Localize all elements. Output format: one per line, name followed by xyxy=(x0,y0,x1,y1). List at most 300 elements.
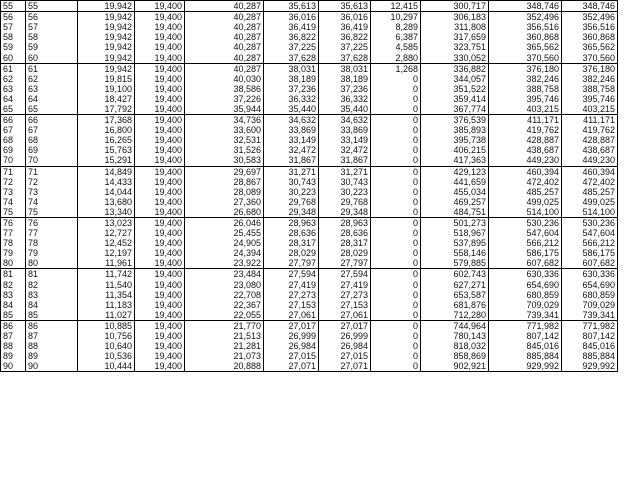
table-cell: 67 xyxy=(1,125,26,135)
table-cell: 84 xyxy=(26,300,78,310)
table-cell: 0 xyxy=(371,361,421,372)
table-cell: 428,887 xyxy=(562,135,618,145)
table-cell: 69 xyxy=(26,145,78,155)
table-row xyxy=(1,320,618,331)
table-cell: 300,717 xyxy=(421,1,489,12)
table-cell: 438,687 xyxy=(489,145,562,155)
table-cell: 68 xyxy=(1,135,26,145)
table-cell: 0 xyxy=(371,331,421,341)
table-cell: 81 xyxy=(1,269,26,280)
table-cell: 376,180 xyxy=(489,63,562,74)
table-cell: 10,444 xyxy=(78,361,135,372)
table-cell: 518,967 xyxy=(421,228,489,238)
table-cell: 84 xyxy=(1,300,26,310)
table-cell: 27,017 xyxy=(319,320,371,331)
table-cell: 37,225 xyxy=(319,42,371,52)
table-cell: 27,419 xyxy=(264,280,319,290)
table-cell: 411,171 xyxy=(489,115,562,126)
table-cell: 88 xyxy=(26,341,78,351)
table-cell: 845,016 xyxy=(489,341,562,351)
table-cell: 376,539 xyxy=(421,115,489,126)
table-cell: 30,583 xyxy=(185,155,264,166)
table-cell: 356,516 xyxy=(562,22,618,32)
table-cell: 499,025 xyxy=(562,197,618,207)
table-cell: 57 xyxy=(1,22,26,32)
table-row xyxy=(1,125,618,135)
table-cell: 29,348 xyxy=(319,207,371,218)
table-cell: 22,367 xyxy=(185,300,264,310)
table-cell: 348,746 xyxy=(562,1,618,12)
table-cell: 38,031 xyxy=(264,63,319,74)
table-cell: 40,287 xyxy=(185,1,264,12)
table-row xyxy=(1,300,618,310)
table-cell: 460,394 xyxy=(562,166,618,177)
table-cell: 19,100 xyxy=(78,84,135,94)
table-cell: 388,758 xyxy=(562,84,618,94)
table-cell: 359,414 xyxy=(421,94,489,104)
table-cell: 485,257 xyxy=(489,187,562,197)
table-cell: 35,440 xyxy=(264,104,319,115)
table-cell: 36,332 xyxy=(264,94,319,104)
table-cell: 11,961 xyxy=(78,258,135,269)
table-cell: 36,419 xyxy=(319,22,371,32)
table-row xyxy=(1,63,618,74)
table-cell: 0 xyxy=(371,145,421,155)
table-cell: 23,922 xyxy=(185,258,264,269)
table-cell: 66 xyxy=(26,115,78,126)
table-cell: 19,942 xyxy=(78,63,135,74)
table-cell: 530,236 xyxy=(562,217,618,228)
table-cell: 370,560 xyxy=(489,52,562,63)
table-cell: 19,400 xyxy=(135,320,185,331)
table-row xyxy=(1,74,618,84)
table-cell: 19,400 xyxy=(135,84,185,94)
table-cell: 0 xyxy=(371,104,421,115)
table-cell: 12,452 xyxy=(78,238,135,248)
table-cell: 499,025 xyxy=(489,197,562,207)
table-cell: 29,768 xyxy=(319,197,371,207)
table-cell: 485,257 xyxy=(562,187,618,197)
table-cell: 27,071 xyxy=(264,361,319,372)
table-cell: 57 xyxy=(26,22,78,32)
table-cell: 385,893 xyxy=(421,125,489,135)
table-cell: 19,400 xyxy=(135,166,185,177)
table-cell: 0 xyxy=(371,238,421,248)
table-cell: 19,400 xyxy=(135,341,185,351)
table-cell: 27,015 xyxy=(264,351,319,361)
table-cell: 744,964 xyxy=(421,320,489,331)
table-row xyxy=(1,52,618,63)
table-cell: 807,142 xyxy=(562,331,618,341)
table-cell: 19,400 xyxy=(135,258,185,269)
table-row xyxy=(1,331,618,341)
table-cell: 19,400 xyxy=(135,125,185,135)
table-cell: 360,868 xyxy=(562,32,618,42)
table-cell: 59 xyxy=(1,42,26,52)
table-cell: 26,999 xyxy=(319,331,371,341)
table-cell: 19,942 xyxy=(78,42,135,52)
table-cell: 558,146 xyxy=(421,248,489,258)
table-cell: 0 xyxy=(371,341,421,351)
table-cell: 19,400 xyxy=(135,22,185,32)
table-cell: 360,868 xyxy=(489,32,562,42)
table-cell: 449,230 xyxy=(489,155,562,166)
table-cell: 19,942 xyxy=(78,1,135,12)
table-cell: 40,287 xyxy=(185,42,264,52)
table-row xyxy=(1,104,618,115)
table-cell: 323,751 xyxy=(421,42,489,52)
table-cell: 26,680 xyxy=(185,207,264,218)
table-cell: 28,636 xyxy=(264,228,319,238)
table-cell: 441,659 xyxy=(421,177,489,187)
table-cell: 885,884 xyxy=(489,351,562,361)
table-cell: 56 xyxy=(1,12,26,23)
table-cell: 0 xyxy=(371,94,421,104)
table-cell: 2,880 xyxy=(371,52,421,63)
table-cell: 419,762 xyxy=(489,125,562,135)
table-cell: 10,297 xyxy=(371,12,421,23)
table-row xyxy=(1,166,618,177)
table-cell: 460,394 xyxy=(489,166,562,177)
table-cell: 0 xyxy=(371,84,421,94)
table-cell: 36,822 xyxy=(264,32,319,42)
table-cell: 28,963 xyxy=(319,217,371,228)
table-cell: 0 xyxy=(371,280,421,290)
table-cell: 403,215 xyxy=(562,104,618,115)
table-cell: 395,746 xyxy=(489,94,562,104)
table-cell: 76 xyxy=(1,217,26,228)
table-cell: 514,100 xyxy=(489,207,562,218)
table-cell: 24,905 xyxy=(185,238,264,248)
table-cell: 28,317 xyxy=(319,238,371,248)
table-cell: 38,189 xyxy=(264,74,319,84)
table-row xyxy=(1,84,618,94)
table-cell: 26,046 xyxy=(185,217,264,228)
table-cell: 306,183 xyxy=(421,12,489,23)
table-cell: 388,758 xyxy=(489,84,562,94)
table-cell: 79 xyxy=(1,248,26,258)
table-cell: 0 xyxy=(371,217,421,228)
table-cell: 19,942 xyxy=(78,22,135,32)
table-cell: 469,257 xyxy=(421,197,489,207)
table-cell: 19,400 xyxy=(135,300,185,310)
table-cell: 27,015 xyxy=(319,351,371,361)
table-cell: 19,400 xyxy=(135,32,185,42)
table-cell: 10,756 xyxy=(78,331,135,341)
table-cell: 19,400 xyxy=(135,63,185,74)
table-cell: 929,992 xyxy=(562,361,618,372)
table-cell: 74 xyxy=(26,197,78,207)
table-cell: 19,400 xyxy=(135,94,185,104)
table-cell: 60 xyxy=(1,52,26,63)
table-cell: 16,265 xyxy=(78,135,135,145)
table-cell: 709,029 xyxy=(562,300,618,310)
table-cell: 63 xyxy=(26,84,78,94)
table-cell: 31,867 xyxy=(264,155,319,166)
table-cell: 33,149 xyxy=(319,135,371,145)
table-cell: 547,604 xyxy=(489,228,562,238)
table-cell: 28,029 xyxy=(264,248,319,258)
table-cell: 36,332 xyxy=(319,94,371,104)
table-cell: 10,640 xyxy=(78,341,135,351)
table-row xyxy=(1,228,618,238)
table-cell: 19,400 xyxy=(135,177,185,187)
table-cell: 40,287 xyxy=(185,22,264,32)
table-row xyxy=(1,22,618,32)
table-cell: 86 xyxy=(1,320,26,331)
table-cell: 1,268 xyxy=(371,63,421,74)
table-cell: 78 xyxy=(26,238,78,248)
table-cell: 14,044 xyxy=(78,187,135,197)
table-cell: 19,400 xyxy=(135,187,185,197)
table-cell: 19,400 xyxy=(135,74,185,84)
table-cell: 65 xyxy=(26,104,78,115)
table-cell: 818,032 xyxy=(421,341,489,351)
table-cell: 27,797 xyxy=(264,258,319,269)
table-cell: 89 xyxy=(1,351,26,361)
table-cell: 87 xyxy=(1,331,26,341)
table-cell: 19,400 xyxy=(135,12,185,23)
table-cell: 72 xyxy=(1,177,26,187)
table-cell: 27,071 xyxy=(319,361,371,372)
table-cell: 58 xyxy=(1,32,26,42)
table-cell: 78 xyxy=(1,238,26,248)
table-cell: 18,427 xyxy=(78,94,135,104)
table-row xyxy=(1,280,618,290)
table-cell: 472,402 xyxy=(489,177,562,187)
table-cell: 73 xyxy=(26,187,78,197)
table-cell: 37,226 xyxy=(185,94,264,104)
table-row xyxy=(1,197,618,207)
table-cell: 21,281 xyxy=(185,341,264,351)
table-cell: 88 xyxy=(1,341,26,351)
table-cell: 0 xyxy=(371,207,421,218)
table-cell: 35,613 xyxy=(319,1,371,12)
table-cell: 37,236 xyxy=(264,84,319,94)
table-cell: 71 xyxy=(1,166,26,177)
table-cell: 12,727 xyxy=(78,228,135,238)
table-cell: 395,746 xyxy=(562,94,618,104)
table-cell: 72 xyxy=(26,177,78,187)
table-cell: 27,273 xyxy=(319,290,371,300)
table-cell: 417,363 xyxy=(421,155,489,166)
table-cell: 630,336 xyxy=(562,269,618,280)
table-cell: 35,944 xyxy=(185,104,264,115)
table-cell: 19,400 xyxy=(135,197,185,207)
table-row xyxy=(1,32,618,42)
table-row xyxy=(1,1,618,12)
table-cell: 30,223 xyxy=(264,187,319,197)
table-cell: 66 xyxy=(1,115,26,126)
table-cell: 351,522 xyxy=(421,84,489,94)
table-cell: 344,057 xyxy=(421,74,489,84)
table-cell: 0 xyxy=(371,155,421,166)
table-cell: 336,882 xyxy=(421,63,489,74)
table-cell: 0 xyxy=(371,320,421,331)
table-cell: 0 xyxy=(371,125,421,135)
table-cell: 83 xyxy=(1,290,26,300)
table-cell: 38,586 xyxy=(185,84,264,94)
table-cell: 19,400 xyxy=(135,280,185,290)
table-cell: 13,340 xyxy=(78,207,135,218)
table-cell: 11,183 xyxy=(78,300,135,310)
table-cell: 70 xyxy=(1,155,26,166)
table-cell: 28,867 xyxy=(185,177,264,187)
table-cell: 514,100 xyxy=(562,207,618,218)
table-cell: 25,455 xyxy=(185,228,264,238)
table-cell: 83 xyxy=(26,290,78,300)
table-cell: 11,742 xyxy=(78,269,135,280)
table-cell: 501,273 xyxy=(421,217,489,228)
table-cell: 429,123 xyxy=(421,166,489,177)
table-cell: 16,800 xyxy=(78,125,135,135)
table-cell: 19,942 xyxy=(78,32,135,42)
table-cell: 845,016 xyxy=(562,341,618,351)
table-cell: 654,690 xyxy=(562,280,618,290)
table-row xyxy=(1,269,618,280)
table-cell: 19,400 xyxy=(135,248,185,258)
table-cell: 807,142 xyxy=(489,331,562,341)
table-cell: 348,746 xyxy=(489,1,562,12)
table-cell: 31,271 xyxy=(264,166,319,177)
table-cell: 21,513 xyxy=(185,331,264,341)
table-row xyxy=(1,290,618,300)
table-cell: 20,888 xyxy=(185,361,264,372)
table-cell: 382,246 xyxy=(489,74,562,84)
table-cell: 32,472 xyxy=(264,145,319,155)
table-cell: 0 xyxy=(371,310,421,321)
table-cell: 11,354 xyxy=(78,290,135,300)
table-cell: 406,215 xyxy=(421,145,489,155)
table-cell: 0 xyxy=(371,74,421,84)
table-cell: 602,743 xyxy=(421,269,489,280)
table-cell: 27,061 xyxy=(319,310,371,321)
table-row xyxy=(1,341,618,351)
table-cell: 40,030 xyxy=(185,74,264,84)
table-cell: 352,496 xyxy=(562,12,618,23)
table-cell: 19,400 xyxy=(135,361,185,372)
table-cell: 10,536 xyxy=(78,351,135,361)
table-cell: 19,400 xyxy=(135,1,185,12)
table-cell: 566,212 xyxy=(562,238,618,248)
table-row xyxy=(1,238,618,248)
table-cell: 330,052 xyxy=(421,52,489,63)
table-cell: 21,073 xyxy=(185,351,264,361)
table-cell: 38,031 xyxy=(319,63,371,74)
table-cell: 19,400 xyxy=(135,52,185,63)
table-cell: 79 xyxy=(26,248,78,258)
table-cell: 627,271 xyxy=(421,280,489,290)
table-cell: 19,942 xyxy=(78,12,135,23)
table-cell: 34,632 xyxy=(319,115,371,126)
table-cell: 82 xyxy=(1,280,26,290)
table-cell: 771,982 xyxy=(562,320,618,331)
table-cell: 37,225 xyxy=(264,42,319,52)
table-cell: 55 xyxy=(26,1,78,12)
table-cell: 27,061 xyxy=(264,310,319,321)
table-cell: 8,289 xyxy=(371,22,421,32)
table-row xyxy=(1,94,618,104)
table-cell: 19,400 xyxy=(135,228,185,238)
table-cell: 28,636 xyxy=(319,228,371,238)
table-cell: 0 xyxy=(371,300,421,310)
table-cell: 929,992 xyxy=(489,361,562,372)
table-cell: 17,792 xyxy=(78,104,135,115)
table-cell: 395,738 xyxy=(421,135,489,145)
table-cell: 80 xyxy=(26,258,78,269)
table-cell: 40,287 xyxy=(185,63,264,74)
table-cell: 33,149 xyxy=(264,135,319,145)
table-cell: 65 xyxy=(1,104,26,115)
table-cell: 36,419 xyxy=(264,22,319,32)
table-cell: 64 xyxy=(1,94,26,104)
table-cell: 30,223 xyxy=(319,187,371,197)
table-cell: 19,400 xyxy=(135,145,185,155)
table-cell: 81 xyxy=(26,269,78,280)
table-cell: 75 xyxy=(1,207,26,218)
table-cell: 40,287 xyxy=(185,52,264,63)
table-cell: 537,895 xyxy=(421,238,489,248)
table-cell: 35,613 xyxy=(264,1,319,12)
table-cell: 38,189 xyxy=(319,74,371,84)
table-row xyxy=(1,42,618,52)
table-row xyxy=(1,248,618,258)
table-cell: 56 xyxy=(26,12,78,23)
table-cell: 60 xyxy=(26,52,78,63)
table-cell: 858,869 xyxy=(421,351,489,361)
table-cell: 30,743 xyxy=(264,177,319,187)
table-cell: 71 xyxy=(26,166,78,177)
table-cell: 24,394 xyxy=(185,248,264,258)
table-cell: 86 xyxy=(26,320,78,331)
table-cell: 771,982 xyxy=(489,320,562,331)
table-cell: 12,415 xyxy=(371,1,421,12)
table-cell: 403,215 xyxy=(489,104,562,115)
table-cell: 630,336 xyxy=(489,269,562,280)
table-cell: 19,400 xyxy=(135,115,185,126)
table-cell: 73 xyxy=(1,187,26,197)
table-cell: 26,984 xyxy=(319,341,371,351)
table-row xyxy=(1,361,618,372)
table-cell: 22,055 xyxy=(185,310,264,321)
table-cell: 449,230 xyxy=(562,155,618,166)
table-cell: 17,368 xyxy=(78,115,135,126)
table-cell: 30,743 xyxy=(319,177,371,187)
table-cell: 37,236 xyxy=(319,84,371,94)
table-row xyxy=(1,258,618,269)
table-cell: 69 xyxy=(1,145,26,155)
table-cell: 680,859 xyxy=(489,290,562,300)
table-cell: 484,751 xyxy=(421,207,489,218)
table-cell: 40,287 xyxy=(185,32,264,42)
table-cell: 19,400 xyxy=(135,331,185,341)
table-cell: 27,017 xyxy=(264,320,319,331)
table-cell: 365,562 xyxy=(562,42,618,52)
table-cell: 68 xyxy=(26,135,78,145)
table-row xyxy=(1,217,618,228)
table-cell: 55 xyxy=(1,1,26,12)
table-cell: 59 xyxy=(26,42,78,52)
table-cell: 32,531 xyxy=(185,135,264,145)
table-cell: 33,600 xyxy=(185,125,264,135)
table-cell: 19,400 xyxy=(135,207,185,218)
table-cell: 31,867 xyxy=(319,155,371,166)
table-cell: 586,175 xyxy=(562,248,618,258)
table-cell: 0 xyxy=(371,351,421,361)
table-row xyxy=(1,135,618,145)
table-cell: 739,341 xyxy=(489,310,562,321)
table-cell: 74 xyxy=(1,197,26,207)
